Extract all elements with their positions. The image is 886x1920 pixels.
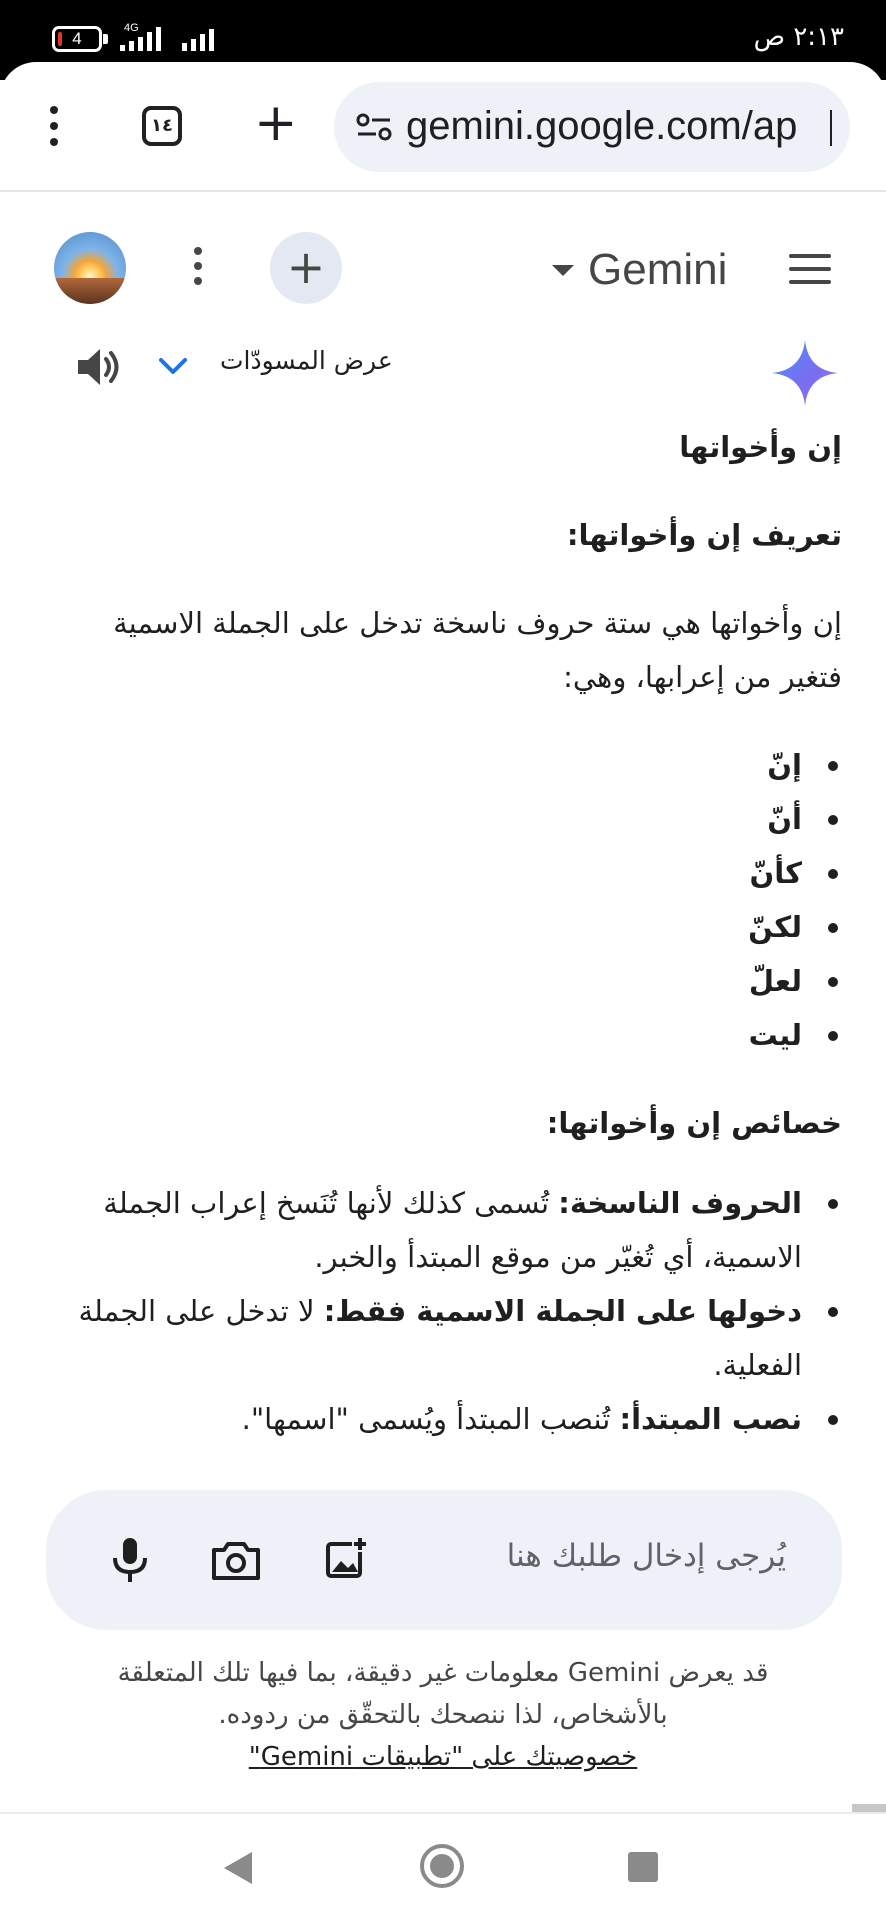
mic-icon[interactable]: [102, 1532, 158, 1588]
tune-icon[interactable]: [356, 112, 392, 142]
signal-icon-secondary: [182, 26, 214, 51]
new-tab-button[interactable]: +: [254, 93, 298, 153]
list-item: [56, 1284, 842, 1392]
particles-list: [56, 738, 842, 1062]
properties-heading: خصائص إن وأخواتها:: [546, 1106, 842, 1140]
home-icon[interactable]: [420, 1844, 464, 1888]
property-text: تُنصب المبتدأ ويُسمى "اسمها".: [241, 1402, 620, 1436]
list-item: كأنّ: [56, 846, 842, 900]
list-item: [56, 1392, 842, 1446]
recents-icon[interactable]: [628, 1852, 658, 1882]
add-image-icon[interactable]: [318, 1532, 374, 1588]
scrollbar-thumb[interactable]: [852, 1804, 886, 1812]
prompt-input[interactable]: [46, 1490, 842, 1630]
property-text: تُسمى كذلك لأنها تُنَسخ إعراب الجملة الاسمية، أي تُغيّر من موقع المبتدأ والخبر.: [103, 1186, 802, 1274]
property-term: الحروف الناسخة:: [558, 1186, 802, 1220]
list-item: ليت: [56, 1008, 842, 1062]
definition-heading: تعريف إن وأخواتها:: [566, 518, 842, 552]
privacy-link[interactable]: خصوصيتك على "تطبيقات Gemini": [248, 1742, 638, 1772]
battery-icon: [52, 26, 102, 52]
signal-icon: [120, 26, 161, 51]
url-text[interactable]: gemini.google.com/ap: [406, 104, 798, 148]
avatar[interactable]: [54, 232, 126, 304]
model-selector[interactable]: [552, 245, 727, 295]
more-vert-icon[interactable]: [44, 106, 64, 148]
network-type: 4G: [124, 22, 139, 34]
caret-down-icon: [552, 265, 574, 276]
battery-level: 4: [72, 29, 82, 48]
disclaimer-text: قد يعرض Gemini معلومات غير دقيقة، بما فيها تلك المتعلقة بالأشخاص، لذا ننصحك بالتحقّق من ردوده.: [117, 1658, 769, 1730]
list-item: لكنّ: [56, 900, 842, 954]
model-name: Gemini: [588, 245, 728, 294]
speaker-icon[interactable]: [76, 345, 124, 389]
property-term: دخولها على الجملة الاسمية فقط:: [323, 1294, 802, 1328]
chevron-down-icon[interactable]: [158, 354, 188, 378]
status-time: ٢:١٣ ص: [753, 22, 844, 52]
response-content: [56, 420, 842, 1446]
hamburger-icon[interactable]: [789, 254, 831, 284]
system-nav-bar: [0, 1814, 886, 1920]
show-drafts-label[interactable]: عرض المسودّات: [220, 346, 393, 375]
properties-list: [56, 1176, 842, 1446]
property-term: نصب المبتدأ:: [619, 1402, 802, 1436]
camera-icon[interactable]: [208, 1532, 264, 1588]
text-cursor: [830, 110, 832, 146]
list-item: أنّ: [56, 792, 842, 846]
more-options-icon[interactable]: [188, 247, 208, 289]
list-item: إنّ: [56, 738, 842, 792]
tab-switcher-button[interactable]: ١٤: [142, 106, 182, 146]
disclaimer: [70, 1652, 816, 1778]
list-item: [56, 1176, 842, 1284]
definition-text: إن وأخواتها هي ستة حروف ناسخة تدخل على الجملة الاسمية فتغير من إعرابها، وهي:: [113, 606, 842, 694]
avatar-landscape: [54, 278, 126, 304]
gemini-spark-icon: [770, 338, 840, 408]
back-icon[interactable]: [224, 1852, 252, 1884]
response-title: إن وأخواتها: [679, 430, 842, 464]
browser-toolbar: [0, 62, 886, 192]
new-chat-button[interactable]: +: [270, 232, 342, 304]
property-text: لا تدخل على الجملة الفعلية.: [78, 1294, 802, 1382]
address-bar[interactable]: [334, 82, 850, 172]
list-item: لعلّ: [56, 954, 842, 1008]
prompt-placeholder[interactable]: يُرجى إدخال طلبك هنا: [506, 1538, 786, 1574]
battery-tip: [103, 34, 108, 44]
